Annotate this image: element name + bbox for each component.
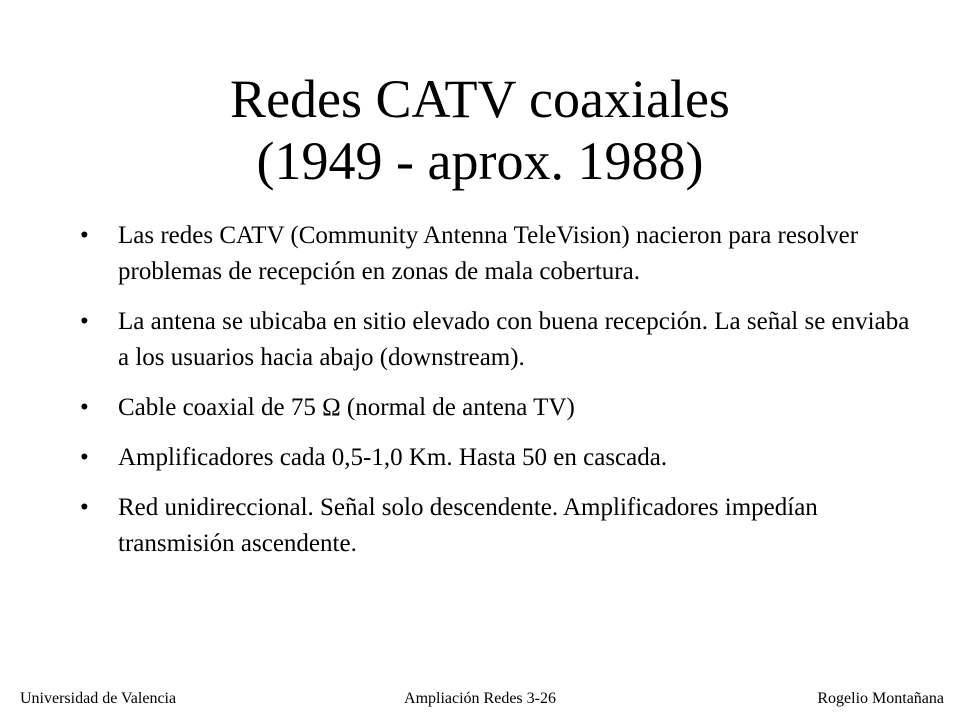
slide-title <box>0 68 960 192</box>
slide-title-line-1: Redes CATV coaxiales <box>230 69 730 129</box>
bullet-text: Red unidireccional. Señal solo descendente. Amplificadores impedían transmisión ascendente. <box>118 494 818 557</box>
bullet-text: Cable coaxial de 75 Ω (normal de antena TV) <box>118 394 575 421</box>
bullet-text: Amplificadores cada 0,5-1,0 Km. Hasta 50 en cascada. <box>118 444 668 471</box>
bullet-item <box>80 490 910 562</box>
footer-university: Universidad de Valencia <box>20 690 177 707</box>
bullet-dot-icon: • <box>80 222 89 249</box>
bullet-list <box>80 218 910 576</box>
footer-course-page: Ampliación Redes 3-26 <box>404 690 556 707</box>
slide-title-line-2: (1949 - aprox. 1988) <box>256 131 704 191</box>
bullet-dot-icon: • <box>80 444 89 471</box>
bullet-item <box>80 304 910 376</box>
bullet-text: La antena se ubicaba en sitio elevado con buena recepción. La señal se enviaba a los usuarios hacia abajo (downstream). <box>118 308 910 371</box>
bullet-item <box>80 390 910 426</box>
bullet-dot-icon: • <box>80 308 89 335</box>
bullet-item <box>80 218 910 290</box>
bullet-item <box>80 440 910 476</box>
bullet-dot-icon: • <box>80 394 89 421</box>
bullet-dot-icon: • <box>80 494 89 521</box>
footer-author: Rogelio Montañana <box>817 690 944 707</box>
bullet-text: Las redes CATV (Community Antenna TeleVision) nacieron para resolver problemas de recepción en zonas de mala cobertura. <box>118 222 859 285</box>
